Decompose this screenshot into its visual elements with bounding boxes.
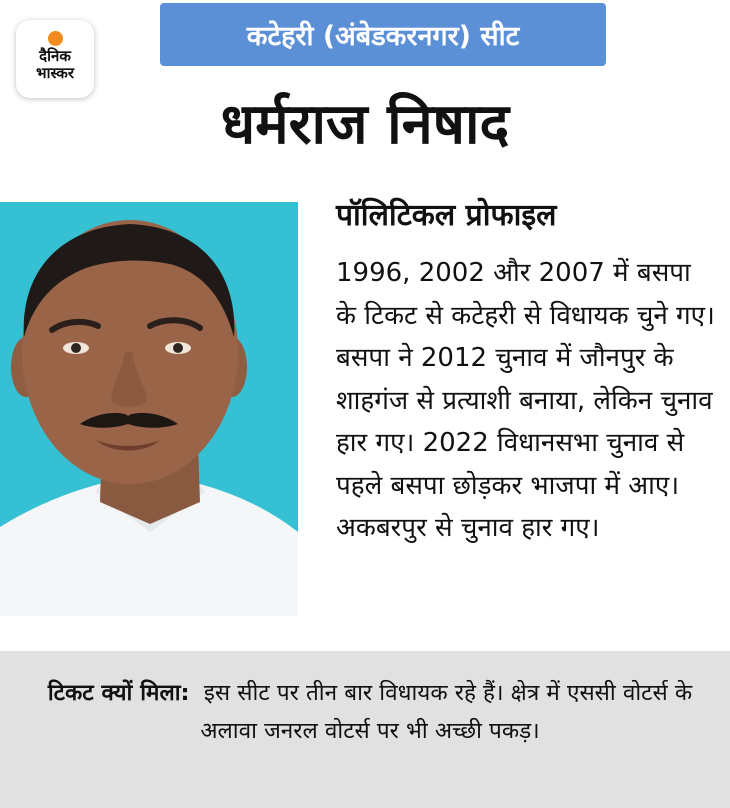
- ticket-text: इस सीट पर तीन बार विधायक रहे हैं। क्षेत्र में एससी वोटर्स के अलावा जनरल वोटर्स पर भी अच्छी पकड़।: [200, 680, 693, 744]
- ticket-reason: [45, 674, 695, 750]
- logo-line-1: दैनिक: [39, 47, 71, 65]
- seat-badge: कटेहरी (अंबेडकरनगर) सीट: [160, 3, 606, 66]
- candidate-photo: [0, 202, 298, 616]
- sun-icon: [48, 31, 63, 46]
- logo-line-2: भास्कर: [36, 64, 74, 82]
- ticket-label: टिकट क्यों मिला:: [47, 680, 190, 706]
- portrait-illustration: [0, 202, 298, 616]
- profile-title: पॉलिटिकल प्रोफाइल: [336, 198, 557, 233]
- profile-body: 1996, 2002 और 2007 में बसपा के टिकट से कटेहरी से विधायक चुने गए। बसपा ने 2012 चुनाव में जौनपुर के शाहगंज से प्रत्याशी बनाया, लेकिन चुनाव हार गए। 2022 विधानसभा चुनाव से पहले बसपा छोड़कर भाजपा में आए। अकबरपुर से चुनाव हार गए।: [336, 258, 715, 543]
- candidate-name: धर्मराज निषाद: [220, 92, 510, 157]
